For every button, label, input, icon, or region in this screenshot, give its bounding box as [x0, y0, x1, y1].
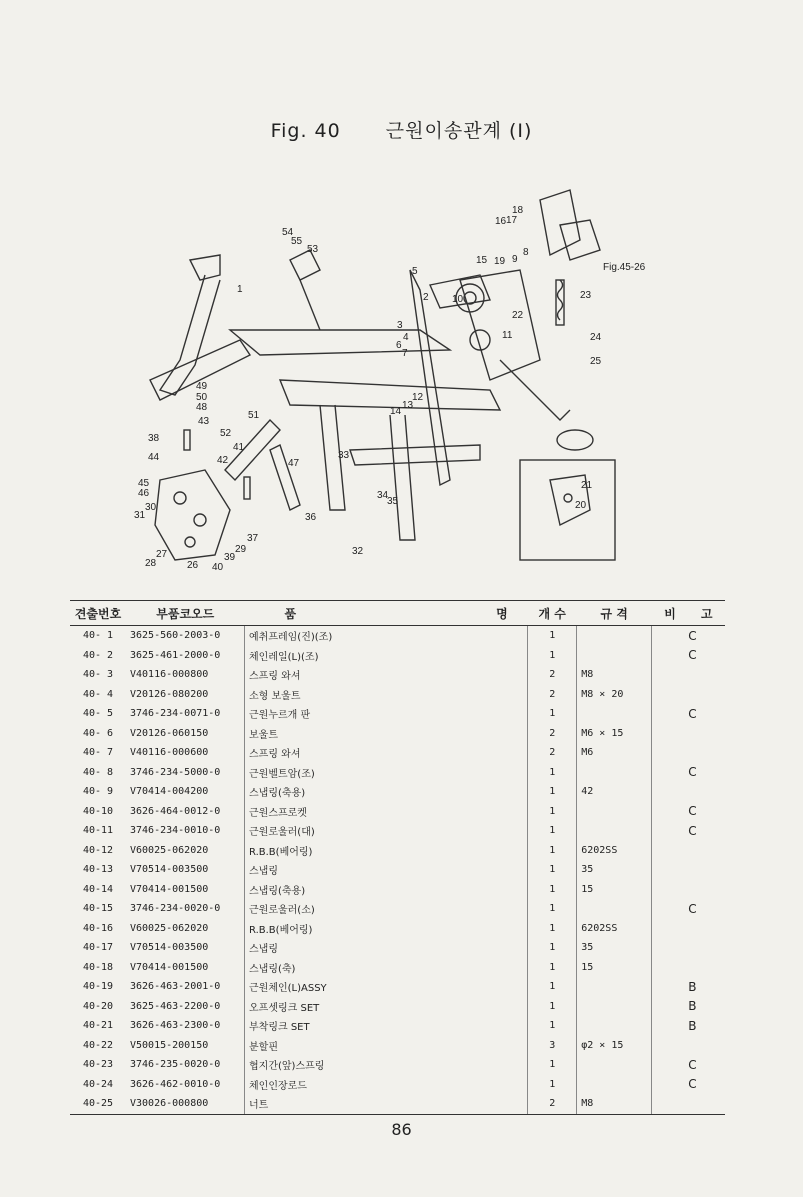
callout-32: 32: [352, 546, 364, 557]
table-row: [70, 860, 725, 880]
row-part-name: 근원체인(L)ASSY: [245, 977, 528, 997]
row-part-code: 3625-461-2000-0: [126, 646, 245, 666]
row-index-no: 40-19: [82, 981, 114, 993]
row-spec: 15: [577, 958, 652, 978]
row-quantity: 2: [528, 665, 577, 685]
callout-35: 35: [387, 496, 399, 507]
row-spec: M8: [577, 665, 652, 685]
row-remark: [652, 841, 725, 861]
row-quantity: 3: [528, 1036, 577, 1056]
row-spec: [577, 1016, 652, 1036]
row-index-no: 40-16: [82, 922, 114, 934]
row-part-code: 3625-560-2003-0: [126, 626, 245, 646]
callout-15: 15: [476, 255, 488, 266]
row-index-no: 40-12: [82, 844, 114, 856]
callout-12: 12: [412, 392, 424, 403]
table-row: [70, 1055, 725, 1075]
row-part-code: V50015-200150: [126, 1036, 245, 1056]
exploded-parts-diagram: [120, 180, 650, 580]
table-row: [70, 880, 725, 900]
table-row: [70, 821, 725, 841]
callout-55: 55: [291, 236, 303, 247]
row-quantity: 1: [528, 821, 577, 841]
row-remark: B: [688, 1018, 697, 1033]
row-part-name: 오프셋링크 SET: [245, 997, 528, 1017]
row-quantity: 1: [528, 880, 577, 900]
callout-29: 29: [235, 544, 247, 555]
row-quantity: 1: [528, 841, 577, 861]
table-row: [70, 1016, 725, 1036]
table-header-row: [70, 601, 725, 626]
row-spec: [577, 802, 652, 822]
row-remark: [652, 860, 725, 880]
table-row: [70, 977, 725, 997]
row-spec: 35: [577, 938, 652, 958]
row-remark: [652, 743, 725, 763]
row-quantity: 1: [528, 1016, 577, 1036]
row-part-name: 체인레일(L)(조): [245, 646, 528, 666]
row-part-name: 체인인장로드: [245, 1075, 528, 1095]
table-row: [70, 704, 725, 724]
callout-19: 19: [494, 256, 506, 267]
diagram-svg: [120, 180, 650, 580]
callout-34: 34: [377, 490, 389, 501]
row-part-name: 근원벨트암(조): [245, 763, 528, 783]
row-index-no: 40- 7: [82, 747, 114, 759]
row-part-name: 스프링 와셔: [245, 743, 528, 763]
row-part-code: V30026-000800: [126, 1094, 245, 1114]
callout-4: 4: [403, 332, 409, 343]
row-part-name: 근원스프로켓: [245, 802, 528, 822]
row-spec: [577, 899, 652, 919]
row-remark: [652, 958, 725, 978]
row-part-name: R.B.B(베어링): [245, 919, 528, 939]
row-part-code: 3746-234-0010-0: [126, 821, 245, 841]
row-spec: M6 × 15: [577, 724, 652, 744]
table-row: [70, 763, 725, 783]
row-part-name: 근원로울러(대): [245, 821, 528, 841]
row-index-no: 40- 5: [82, 708, 114, 720]
row-remark: [652, 1036, 725, 1056]
callout-48: 48: [196, 402, 208, 413]
row-quantity: 1: [528, 763, 577, 783]
row-spec: M8 × 20: [577, 685, 652, 705]
callout-16: 16: [495, 216, 507, 227]
row-part-name: 스냅링(축용): [245, 880, 528, 900]
header-index-no: 견출번호: [70, 601, 126, 626]
row-spec: [577, 1055, 652, 1075]
row-part-code: V60025-062020: [126, 919, 245, 939]
row-spec: [577, 821, 652, 841]
row-remark: B: [688, 999, 697, 1014]
row-quantity: 2: [528, 685, 577, 705]
table-row: [70, 665, 725, 685]
row-index-no: 40- 9: [82, 786, 114, 798]
callout-36: 36: [305, 512, 317, 523]
row-remark: [652, 919, 725, 939]
row-remark: C: [688, 1077, 697, 1092]
row-index-no: 40-18: [82, 961, 114, 973]
row-part-code: 3746-234-5000-0: [126, 763, 245, 783]
row-remark: C: [688, 648, 697, 663]
row-spec: 6202SS: [577, 841, 652, 861]
row-quantity: 1: [528, 802, 577, 822]
row-part-code: 3625-463-2200-0: [126, 997, 245, 1017]
row-part-name: 스냅링(축용): [245, 782, 528, 802]
page-number: 86: [391, 1120, 412, 1139]
row-quantity: 1: [528, 1055, 577, 1075]
row-part-name: R.B.B(베어링): [245, 841, 528, 861]
table-row: [70, 958, 725, 978]
row-remark: C: [688, 1057, 697, 1072]
table-row: [70, 899, 725, 919]
row-spec: [577, 763, 652, 783]
callout-40: 40: [212, 562, 224, 573]
callout-44: 44: [148, 452, 160, 463]
callout-3: 3: [397, 320, 403, 331]
callout-labels: [134, 205, 646, 573]
callout-46: 46: [138, 488, 150, 499]
row-part-name: 너트: [245, 1094, 528, 1114]
table-row: [70, 724, 725, 744]
row-spec: [577, 977, 652, 997]
row-spec: M8: [577, 1094, 652, 1114]
table-row: [70, 1036, 725, 1056]
callout-39: 39: [224, 552, 236, 563]
row-part-code: 3746-234-0071-0: [126, 704, 245, 724]
row-index-no: 40- 3: [82, 669, 114, 681]
callout-47: 47: [288, 458, 300, 469]
table-row: [70, 997, 725, 1017]
row-remark: B: [688, 979, 697, 994]
callout-10: 10: [452, 294, 464, 305]
row-quantity: 1: [528, 958, 577, 978]
row-part-name: 보울트: [245, 724, 528, 744]
callout-27: 27: [156, 549, 168, 560]
callout-20: 20: [575, 500, 587, 511]
row-remark: [652, 782, 725, 802]
header-part-name-1: 품: [245, 601, 421, 626]
row-index-no: 40-10: [82, 805, 114, 817]
row-quantity: 2: [528, 724, 577, 744]
callout-17: 17: [506, 215, 518, 226]
row-quantity: 1: [528, 919, 577, 939]
callout-41: 41: [233, 442, 245, 453]
header-quantity: 개 수: [528, 601, 577, 626]
row-quantity: 1: [528, 626, 577, 646]
callout-42: 42: [217, 455, 229, 466]
row-index-no: 40-14: [82, 883, 114, 895]
row-index-no: 40-25: [70, 1094, 126, 1114]
row-part-code: 3626-463-2001-0: [126, 977, 245, 997]
table-row: [70, 685, 725, 705]
row-remark: C: [688, 823, 697, 838]
callout-1: 1: [237, 284, 243, 295]
row-part-code: 3626-463-2300-0: [126, 1016, 245, 1036]
callout-11: 11: [502, 330, 513, 341]
row-index-no: 40- 8: [82, 766, 114, 778]
row-part-code: V70414-001500: [126, 880, 245, 900]
callout-2: 2: [423, 292, 429, 303]
callout-38: 38: [148, 433, 160, 444]
row-index-no: 40-17: [82, 942, 114, 954]
table-row: [70, 1075, 725, 1095]
row-spec: [577, 646, 652, 666]
row-index-no: 40- 1: [82, 630, 114, 642]
row-part-name: 근원누르개 판: [245, 704, 528, 724]
row-part-code: V40116-000600: [126, 743, 245, 763]
row-spec: [577, 1075, 652, 1095]
row-index-no: 40-21: [82, 1020, 114, 1032]
row-quantity: 1: [528, 997, 577, 1017]
row-remark: [652, 724, 725, 744]
table-row: [70, 646, 725, 666]
row-remark: C: [688, 765, 697, 780]
table-row: [70, 782, 725, 802]
row-quantity: 1: [528, 899, 577, 919]
callout-43: 43: [198, 416, 210, 427]
row-part-code: V70514-003500: [126, 938, 245, 958]
header-spec: 규 격: [577, 601, 652, 626]
row-quantity: 1: [528, 977, 577, 997]
figure-title: [0, 116, 803, 143]
callout-9: 9: [512, 254, 518, 265]
row-part-name: 스냅링: [245, 938, 528, 958]
callout-18: 18: [512, 205, 524, 216]
row-quantity: 1: [528, 646, 577, 666]
callout-24: 24: [590, 332, 602, 343]
table-row: [70, 802, 725, 822]
row-index-no: 40-22: [82, 1039, 114, 1051]
row-part-name: 스냅링(축): [245, 958, 528, 978]
row-part-name: 근원로울러(소): [245, 899, 528, 919]
header-remark-1: 비: [652, 601, 689, 626]
callout-52: 52: [220, 428, 232, 439]
figure-caption: 근원이송관계 (I): [385, 120, 533, 142]
row-quantity: 2: [528, 1094, 577, 1114]
row-remark: C: [688, 706, 697, 721]
row-index-no: 40-20: [82, 1000, 114, 1012]
header-remark-2: 고: [688, 601, 725, 626]
callout-49: 49: [196, 381, 208, 392]
row-part-code: 3626-464-0012-0: [126, 802, 245, 822]
row-spec: 42: [577, 782, 652, 802]
parts-table-body: [70, 626, 725, 1115]
row-index-no: 40-23: [82, 1059, 114, 1071]
table-row: [70, 626, 725, 646]
parts-list-table: [70, 600, 725, 1115]
header-part-name-2: 명: [420, 601, 528, 626]
row-part-name: 분할핀: [245, 1036, 528, 1056]
callout-14: 14: [390, 406, 402, 417]
row-index-no: 40-13: [82, 864, 114, 876]
row-index-no: 40- 2: [82, 649, 114, 661]
row-index-no: 40-24: [82, 1078, 114, 1090]
callout-53: 53: [307, 244, 319, 255]
callout-7: 7: [402, 348, 408, 359]
row-spec: 6202SS: [577, 919, 652, 939]
callout-26: 26: [187, 560, 199, 571]
row-index-no: 40-11: [82, 825, 114, 837]
row-part-code: V20126-080200: [126, 685, 245, 705]
row-part-code: 3746-235-0020-0: [126, 1055, 245, 1075]
row-part-code: 3626-462-0010-0: [126, 1075, 245, 1095]
row-part-code: V70414-001500: [126, 958, 245, 978]
callout-13: 13: [402, 400, 414, 411]
callout-22: 22: [512, 310, 524, 321]
row-remark: C: [688, 901, 697, 916]
row-spec: 35: [577, 860, 652, 880]
table-row: [70, 938, 725, 958]
row-remark: [652, 665, 725, 685]
callout-5: 5: [412, 266, 418, 277]
row-remark: [652, 938, 725, 958]
callout-50: 50: [196, 392, 208, 403]
row-remark: [652, 685, 725, 705]
table-row: [70, 1094, 725, 1114]
row-part-name: 스냅링: [245, 860, 528, 880]
row-spec: M6: [577, 743, 652, 763]
row-quantity: 2: [528, 743, 577, 763]
callout-54: 54: [282, 227, 294, 238]
row-part-code: V20126-060150: [126, 724, 245, 744]
row-remark: C: [688, 628, 697, 643]
header-part-code: 부품코오드: [126, 601, 245, 626]
row-spec: 15: [577, 880, 652, 900]
row-part-code: V60025-062020: [126, 841, 245, 861]
callout-8: 8: [523, 247, 529, 258]
table-row: [70, 841, 725, 861]
row-index-no: 40-15: [82, 903, 114, 915]
row-quantity: 1: [528, 938, 577, 958]
row-remark: C: [688, 804, 697, 819]
callout-31: 31: [134, 510, 146, 521]
row-part-name: 협지간(앞)스프링: [245, 1055, 528, 1075]
table-row: [70, 743, 725, 763]
row-quantity: 1: [528, 782, 577, 802]
row-spec: [577, 626, 652, 646]
callout-6: 6: [396, 340, 402, 351]
row-part-name: 소형 보울트: [245, 685, 528, 705]
callout-45: 45: [138, 478, 150, 489]
row-part-code: 3746-234-0020-0: [126, 899, 245, 919]
row-part-code: V70414-004200: [126, 782, 245, 802]
row-part-name: 예취프레임(진)(조): [245, 626, 528, 646]
callout-30: 30: [145, 502, 157, 513]
figure-number: Fig. 40: [270, 120, 341, 142]
row-remark: [652, 880, 725, 900]
callout-25: 25: [590, 356, 602, 367]
callout-37: 37: [247, 533, 259, 544]
row-spec: φ2 × 15: [577, 1036, 652, 1056]
row-part-name: 스프링 와셔: [245, 665, 528, 685]
row-part-code: V70514-003500: [126, 860, 245, 880]
callout-23: 23: [580, 290, 592, 301]
row-index-no: 40- 6: [82, 727, 114, 739]
reference-fig-45-26: Fig.45-26: [603, 262, 646, 273]
callout-33: 33: [338, 450, 350, 461]
row-remark: [652, 1094, 725, 1114]
row-index-no: 40- 4: [82, 688, 114, 700]
table-row: [70, 919, 725, 939]
row-spec: [577, 704, 652, 724]
row-quantity: 1: [528, 704, 577, 724]
row-part-name: 부착링크 SET: [245, 1016, 528, 1036]
callout-51: 51: [248, 410, 260, 421]
row-part-code: V40116-000800: [126, 665, 245, 685]
row-quantity: 1: [528, 1075, 577, 1095]
row-quantity: 1: [528, 860, 577, 880]
callout-28: 28: [145, 558, 157, 569]
callout-21: 21: [581, 480, 593, 491]
row-spec: [577, 997, 652, 1017]
